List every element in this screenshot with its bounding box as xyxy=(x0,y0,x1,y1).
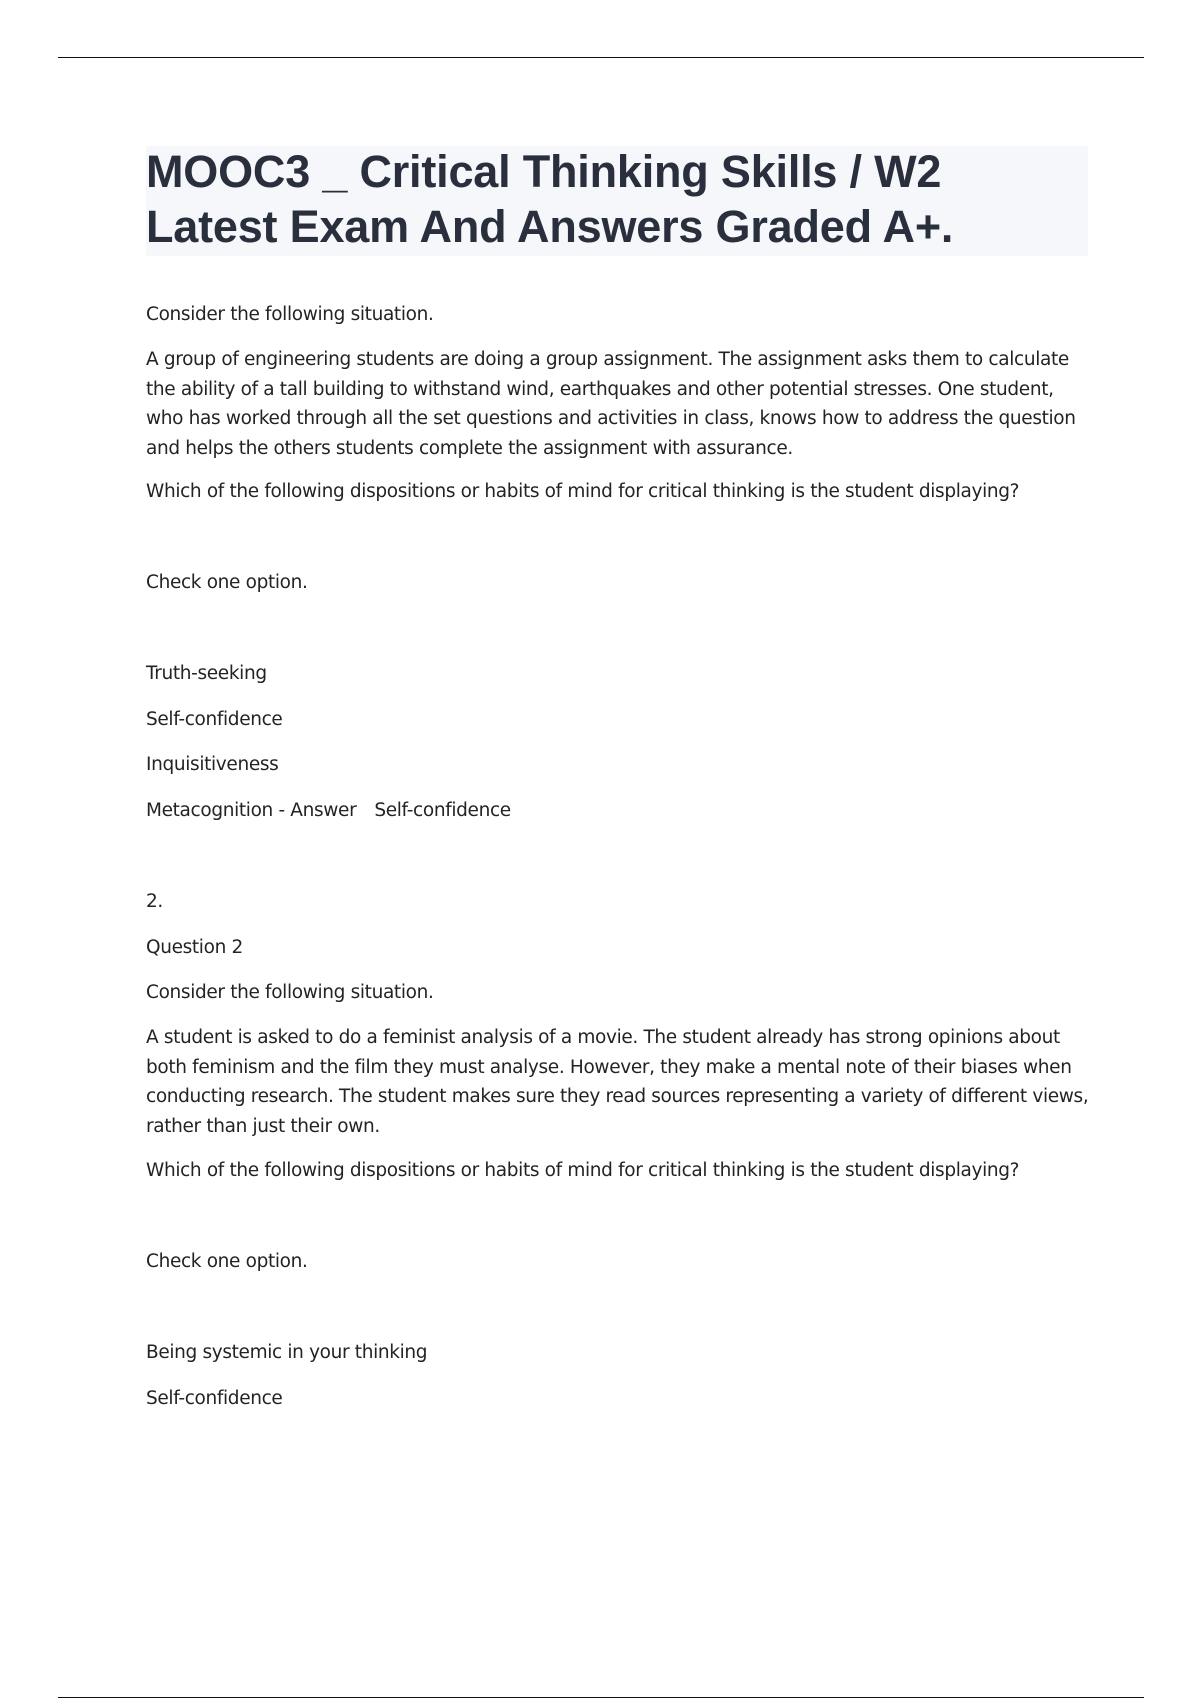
q2-scenario xyxy=(146,1023,1096,1141)
q1-option: Inquisitiveness xyxy=(146,754,279,775)
q1-intro: Consider the following situation. xyxy=(146,304,434,325)
q1-scenario-line: who has worked through all the set questions and activities in class, knows how to address the question xyxy=(146,408,1076,429)
q1-prompt: Which of the following dispositions or habits of mind for critical thinking is the student displaying? xyxy=(146,481,1020,502)
q2-label: Question 2 xyxy=(146,937,243,958)
q2-prompt: Which of the following dispositions or habits of mind for critical thinking is the student displaying? xyxy=(146,1160,1020,1181)
q1-option: Metacognition - Answer xyxy=(146,800,357,821)
top-rule xyxy=(58,57,1144,58)
q1-option: Truth-seeking xyxy=(146,663,267,684)
q2-scenario-line: A student is asked to do a feminist analysis of a movie. The student already has strong opinions about xyxy=(146,1027,1060,1048)
q1-instruction: Check one option. xyxy=(146,572,308,593)
q2-intro: Consider the following situation. xyxy=(146,982,434,1003)
q2-scenario-line: both feminism and the film they must analyse. However, they make a mental note of their biases when xyxy=(146,1056,1072,1078)
q1-answer-row xyxy=(146,800,511,821)
title-line-2: Latest Exam And Answers Graded A+. xyxy=(146,201,954,252)
q2-scenario-line: conducting research. The student makes sure they read sources representing a variety of different views, xyxy=(146,1086,1089,1107)
q1-scenario xyxy=(146,345,1096,463)
bottom-rule xyxy=(58,1697,1144,1698)
q1-option: Self-confidence xyxy=(146,709,283,730)
q2-instruction: Check one option. xyxy=(146,1251,308,1272)
q2-scenario-line: rather than just their own. xyxy=(146,1115,380,1137)
q1-scenario-line: the ability of a tall building to withstand wind, earthquakes and other potential stresses. One student, xyxy=(146,378,1054,400)
q2-option: Self-confidence xyxy=(146,1388,283,1409)
document-title xyxy=(146,146,1088,256)
q1-scenario-line: A group of engineering students are doing a group assignment. The assignment asks them to calculate xyxy=(146,349,1069,370)
title-line-1: MOOC3 _ Critical Thinking Skills / W2 xyxy=(146,146,942,197)
q2-number: 2. xyxy=(146,891,163,912)
q1-answer: Self-confidence xyxy=(374,800,511,821)
q2-option: Being systemic in your thinking xyxy=(146,1342,428,1363)
q1-scenario-line: and helps the others students complete the assignment with assurance. xyxy=(146,437,793,459)
